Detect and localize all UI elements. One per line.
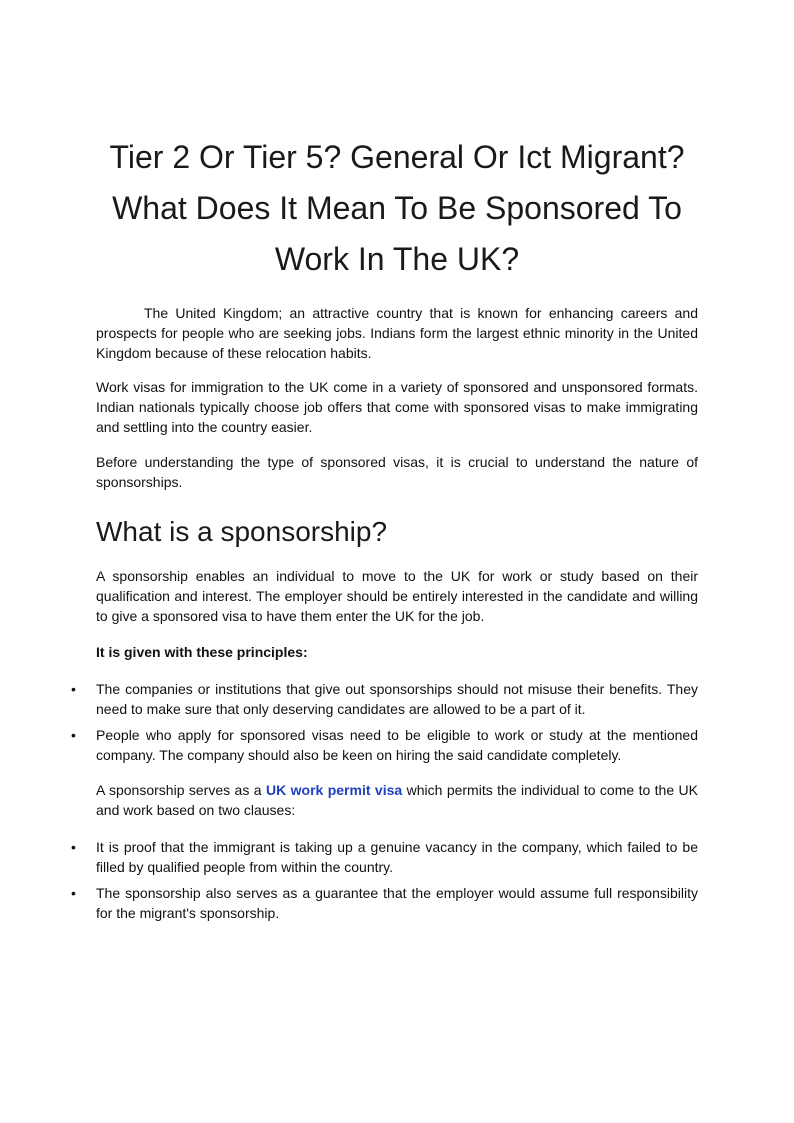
section-heading: What is a sponsorship? [96, 516, 388, 547]
permit-text-after: which permits the individual to come to the UK and work based on two clauses: [96, 782, 699, 818]
clause-text: The sponsorship also serves as a guarantee that the employer would assume full responsibility for the migrant's sponsorship. [96, 885, 698, 921]
clause-text: It is proof that the immigrant is taking up a genuine vacancy in the company, which failed to be filled by qualified people from within the country. [96, 839, 698, 875]
principles-label: It is given with these principles: [96, 644, 308, 660]
list-item [0, 679, 698, 719]
bullet-icon: • [71, 681, 76, 697]
principle-text: The companies or institutions that give out sponsorships should not misuse their benefits. They need to make sure that only deserving candidates are allowed to be a part of it. [96, 681, 698, 717]
list-item [0, 883, 698, 923]
principles-list [0, 679, 698, 771]
bullet-icon: • [71, 839, 76, 855]
bullet-icon: • [71, 885, 76, 901]
section-paragraph: A sponsorship enables an individual to move to the UK for work or study based on their qualification and interest. The employer should be entirely interested in the candidate and willing to give a sponsored visa to have them enter the UK for the job. [96, 568, 698, 624]
intro-paragraph-3: Before understanding the type of sponsored visas, it is crucial to understand the nature of sponsorships. [96, 454, 698, 490]
list-item [0, 837, 698, 877]
document-title: Tier 2 Or Tier 5? General Or Ict Migrant? What Does It Mean To Be Sponsored To Work In The UK? [109, 139, 685, 277]
permit-paragraph [96, 780, 698, 820]
principle-text: People who apply for sponsored visas need to be eligible to work or study at the mentioned company. The company should also be keen on hiring the said candidate completely. [96, 727, 698, 763]
list-item [0, 725, 698, 765]
bullet-icon: • [71, 727, 76, 743]
intro-paragraph-1: The United Kingdom; an attractive country that is known for enhancing careers and prospects for people who are seeking jobs. Indians form the largest ethnic minority in the United Kingdom because of these relocation habits. [96, 305, 698, 361]
intro-paragraph-2: Work visas for immigration to the UK come in a variety of sponsored and unsponsored formats. Indian nationals typically choose job offers that come with sponsored visas to make immigrating and settling into the country easier. [96, 379, 698, 435]
permit-text-before: A sponsorship serves as a [96, 782, 266, 798]
clauses-list [0, 837, 698, 929]
uk-work-permit-visa-link[interactable]: UK work permit visa [265, 782, 403, 798]
